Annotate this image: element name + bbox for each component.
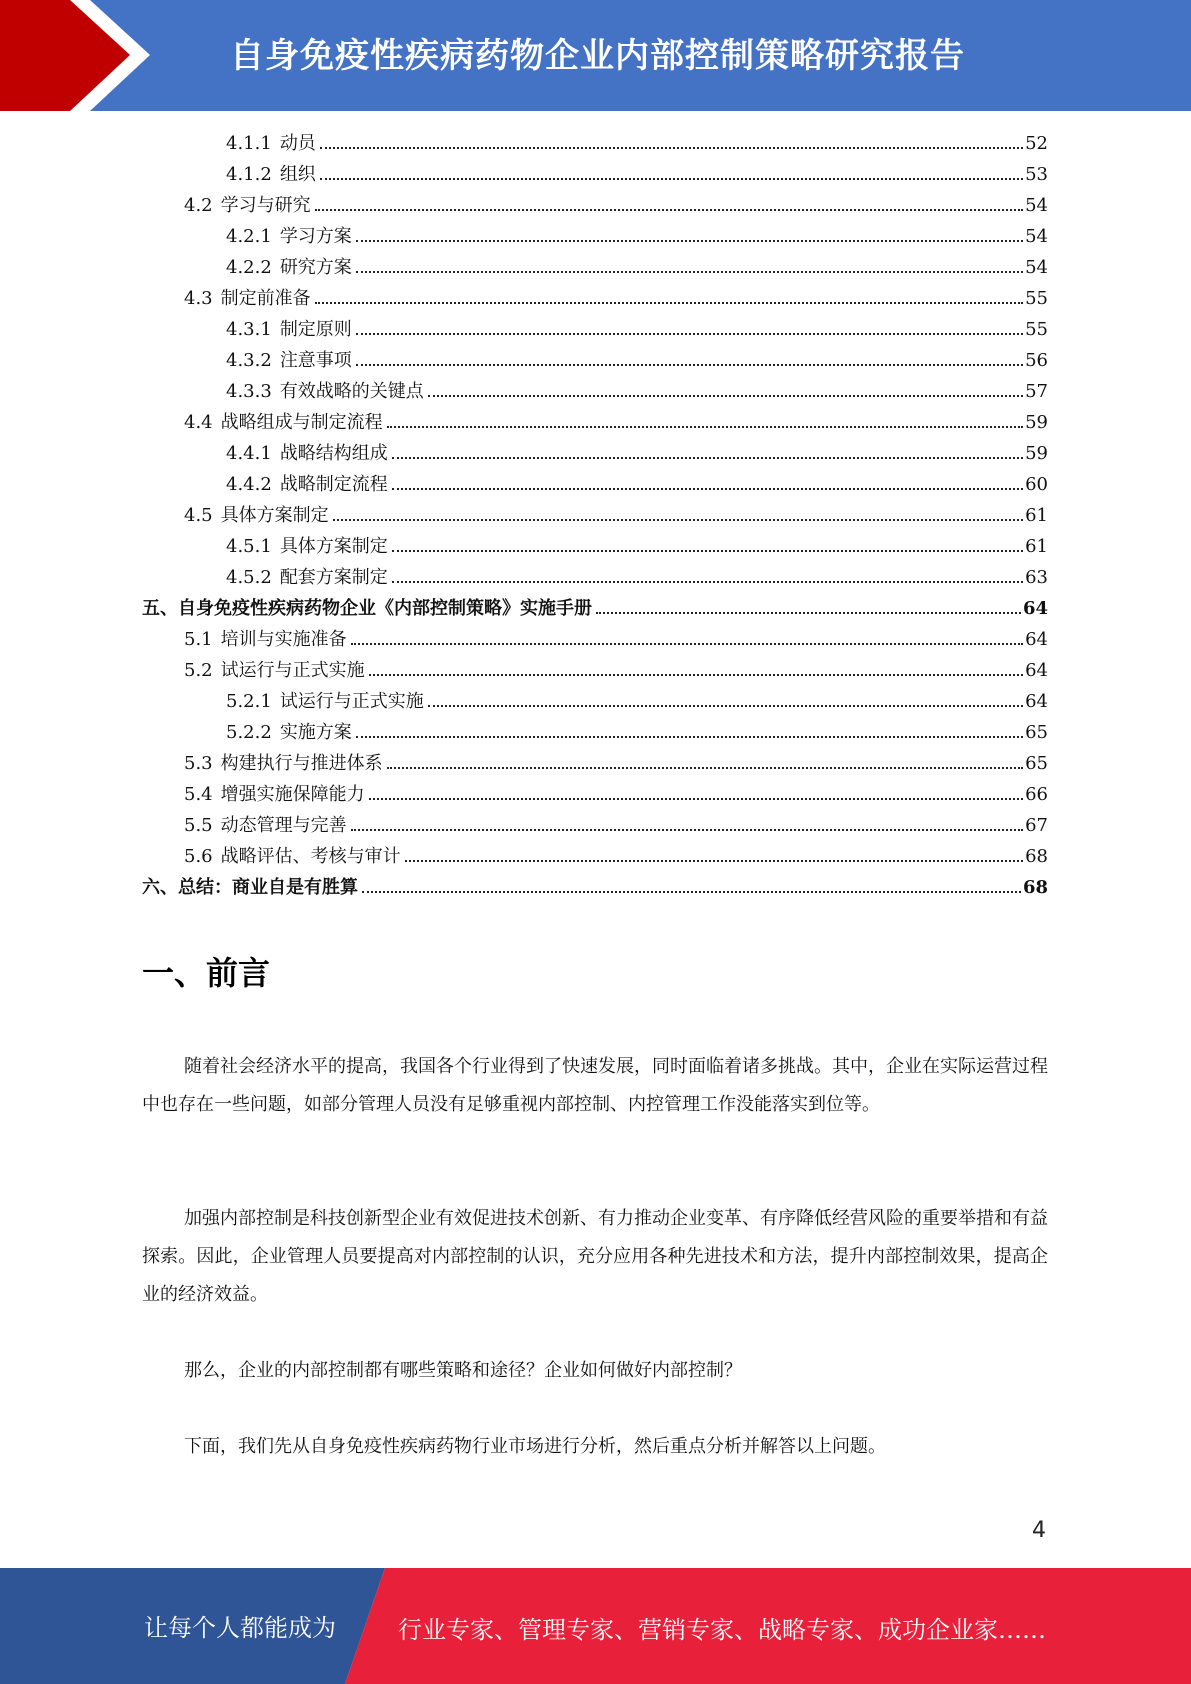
toc-entry-number: 4.2.2 — [226, 257, 272, 278]
toc-entry-title: 培训与实施准备 — [220, 629, 347, 650]
toc-entry[interactable] — [226, 128, 1048, 159]
toc-entry-title: 配套方案制定 — [279, 567, 388, 588]
page-header — [0, 0, 1191, 111]
paragraph-4: 下面，我们先从自身免疫性疾病药物行业市场进行分析，然后重点分析并解答以上问题。 — [184, 1436, 886, 1457]
toc-entry-title: 学习与研究 — [220, 195, 311, 216]
toc-entry-number: 4.4.1 — [226, 443, 272, 464]
toc-entry-title: 试运行与正式实施 — [279, 691, 424, 712]
toc-entry-number: 5.1 — [184, 629, 213, 650]
paragraph-1: 随着社会经济水平的提高，我国各个行业得到了快速发展，同时面临着诸多挑战。其中，企业在实际运营过程中也存在一些问题，如部分管理人员没有足够重视内部控制、内控管理工作没能落实到位等。 — [142, 1056, 1048, 1115]
toc-entry-title: 组织 — [279, 164, 316, 185]
toc-entry-number: 5.4 — [184, 784, 213, 805]
toc-entry-title: 增强实施保障能力 — [220, 784, 365, 805]
toc-entry-page: 61 — [1025, 505, 1048, 526]
toc-entry[interactable] — [184, 841, 1048, 872]
toc-entry-page: 64 — [1025, 660, 1048, 681]
toc-entry-number: 4.4 — [184, 412, 213, 433]
toc-dot-leader — [387, 426, 1023, 428]
toc-entry-title: 战略制定流程 — [279, 474, 388, 495]
toc-dot-leader — [405, 860, 1023, 862]
toc-entry-title: 战略评估、考核与审计 — [220, 846, 401, 867]
toc-entry-title: 构建执行与推进体系 — [220, 753, 383, 774]
toc-entry[interactable] — [184, 407, 1048, 438]
toc-entry[interactable] — [226, 686, 1048, 717]
toc-entry-number: 5.3 — [184, 753, 213, 774]
toc-dot-leader — [392, 581, 1023, 583]
toc-entry[interactable] — [184, 624, 1048, 655]
toc-entry[interactable] — [226, 438, 1048, 469]
toc-entry[interactable] — [184, 190, 1048, 221]
toc-entry-title: 五、自身免疫性疾病药物企业《内部控制策略》实施手册 — [142, 598, 592, 619]
toc-dot-leader — [333, 519, 1023, 521]
toc-entry-page: 55 — [1025, 288, 1048, 309]
toc-entry-number: 4.5.1 — [226, 536, 272, 557]
toc-entry-title: 战略结构组成 — [279, 443, 388, 464]
toc-entry-page: 68 — [1025, 846, 1048, 867]
section-heading: 一、前言 — [142, 954, 271, 992]
toc-entry-title: 制定原则 — [279, 319, 352, 340]
toc-dot-leader — [362, 891, 1021, 893]
toc-entry-page: 54 — [1025, 226, 1048, 247]
toc-entry-title: 研究方案 — [279, 257, 352, 278]
toc-entry-number: 4.3.3 — [226, 381, 272, 402]
toc-dot-leader — [315, 302, 1023, 304]
toc-entry[interactable] — [184, 500, 1048, 531]
toc-entry-number: 5.2.2 — [226, 722, 272, 743]
toc-entry[interactable] — [184, 283, 1048, 314]
toc-entry-title: 注意事项 — [279, 350, 352, 371]
page-number: 4 — [1032, 1518, 1046, 1543]
toc-entry[interactable] — [226, 314, 1048, 345]
toc-entry-page: 57 — [1025, 381, 1048, 402]
toc-entry-number: 4.4.2 — [226, 474, 272, 495]
toc-dot-leader — [392, 457, 1023, 459]
toc-entry-page: 68 — [1022, 877, 1048, 898]
toc-entry-number: 4.3.1 — [226, 319, 272, 340]
toc-entry[interactable] — [226, 159, 1048, 190]
toc-entry-number: 4.5.2 — [226, 567, 272, 588]
toc-dot-leader — [320, 178, 1023, 180]
paragraph-2: 加强内部控制是科技创新型企业有效促进技术创新、有力推动企业变革、有序降低经营风险的重要举措和有益探索。因此，企业管理人员要提高对内部控制的认识，充分应用各种先进技术和方法，提升内部控制效果，提高企业的经济效益。 — [142, 1208, 1048, 1305]
toc-entry-number: 4.3 — [184, 288, 213, 309]
toc-entry-number: 4.5 — [184, 505, 213, 526]
toc-entry-page: 56 — [1025, 350, 1048, 371]
toc-entry-page: 63 — [1025, 567, 1048, 588]
toc-dot-leader — [356, 736, 1023, 738]
paragraph-3: 那么，企业的内部控制都有哪些策略和途径？企业如何做好内部控制？ — [184, 1360, 742, 1381]
toc-entry-page: 64 — [1025, 629, 1048, 650]
toc-dot-leader — [351, 643, 1023, 645]
toc-entry-page: 52 — [1025, 133, 1048, 154]
toc-dot-leader — [369, 798, 1023, 800]
toc-entry[interactable] — [184, 779, 1048, 810]
toc-entry[interactable] — [226, 469, 1048, 500]
toc-entry[interactable] — [184, 655, 1048, 686]
toc-entry-number: 4.1.2 — [226, 164, 272, 185]
toc-dot-leader — [356, 271, 1023, 273]
toc-entry-number: 5.2.1 — [226, 691, 272, 712]
toc-dot-leader — [369, 674, 1023, 676]
toc-entry-number: 5.2 — [184, 660, 213, 681]
toc-entry-number: 4.2.1 — [226, 226, 272, 247]
toc-entry-title: 六、总结：商业自是有胜算 — [142, 877, 358, 898]
toc-entry-title: 实施方案 — [279, 722, 352, 743]
toc-entry[interactable] — [184, 748, 1048, 779]
toc-entry-title: 学习方案 — [279, 226, 352, 247]
footer-slogan-right: 行业专家、管理专家、营销专家、战略专家、成功企业家…… — [398, 1616, 1046, 1644]
toc-entry[interactable] — [184, 810, 1048, 841]
toc-entry-title: 制定前准备 — [220, 288, 311, 309]
footer-slogan-left: 让每个人都能成为 — [144, 1614, 336, 1642]
toc-dot-leader — [356, 240, 1023, 242]
toc-dot-leader — [392, 550, 1023, 552]
toc-entry-page: 64 — [1025, 691, 1048, 712]
toc-dot-leader — [428, 395, 1023, 397]
toc-entry-title: 战略组成与制定流程 — [220, 412, 383, 433]
toc-dot-leader — [315, 209, 1023, 211]
toc-dot-leader — [351, 829, 1023, 831]
toc-entry-title: 有效战略的关键点 — [279, 381, 424, 402]
toc-entry-page: 65 — [1025, 753, 1048, 774]
toc-entry[interactable] — [226, 562, 1048, 593]
toc-entry-page: 64 — [1022, 598, 1048, 619]
toc-entry[interactable] — [226, 221, 1048, 252]
toc-entry-page: 66 — [1025, 784, 1048, 805]
toc-dot-leader — [320, 147, 1023, 149]
toc-dot-leader — [356, 333, 1023, 335]
toc-entry[interactable] — [226, 345, 1048, 376]
toc-entry-title: 试运行与正式实施 — [220, 660, 365, 681]
toc-entry-title: 具体方案制定 — [279, 536, 388, 557]
toc-entry-page: 60 — [1025, 474, 1048, 495]
toc-entry[interactable] — [142, 872, 1048, 903]
toc-entry-page: 53 — [1025, 164, 1048, 185]
toc-entry-page: 59 — [1025, 443, 1048, 464]
toc-entry-page: 55 — [1025, 319, 1048, 340]
toc-dot-leader — [428, 705, 1023, 707]
toc-entry-number: 4.2 — [184, 195, 213, 216]
toc-dot-leader — [392, 488, 1023, 490]
toc-entry[interactable] — [226, 252, 1048, 283]
toc-dot-leader — [596, 612, 1021, 614]
toc-dot-leader — [356, 364, 1023, 366]
toc-entry[interactable] — [226, 376, 1048, 407]
toc-entry-title: 动态管理与完善 — [220, 815, 347, 836]
toc-entry-page: 59 — [1025, 412, 1048, 433]
toc-entry[interactable] — [142, 593, 1048, 624]
toc-entry-number: 4.3.2 — [226, 350, 272, 371]
toc-entry-title: 动员 — [279, 133, 316, 154]
toc-entry-title: 具体方案制定 — [220, 505, 329, 526]
page-footer — [0, 1568, 1191, 1684]
toc-dot-leader — [387, 767, 1023, 769]
toc-entry-page: 54 — [1025, 257, 1048, 278]
toc-entry-page: 61 — [1025, 536, 1048, 557]
toc-entry-page: 65 — [1025, 722, 1048, 743]
toc-entry-number: 5.6 — [184, 846, 213, 867]
toc-entry-number: 5.5 — [184, 815, 213, 836]
header-title: 自身免疫性疾病药物企业内部控制策略研究报告 — [230, 36, 965, 76]
toc-entry-page: 54 — [1025, 195, 1048, 216]
toc-entry[interactable] — [226, 717, 1048, 748]
toc-entry-page: 67 — [1025, 815, 1048, 836]
toc-entry[interactable] — [226, 531, 1048, 562]
toc-entry-number: 4.1.1 — [226, 133, 272, 154]
